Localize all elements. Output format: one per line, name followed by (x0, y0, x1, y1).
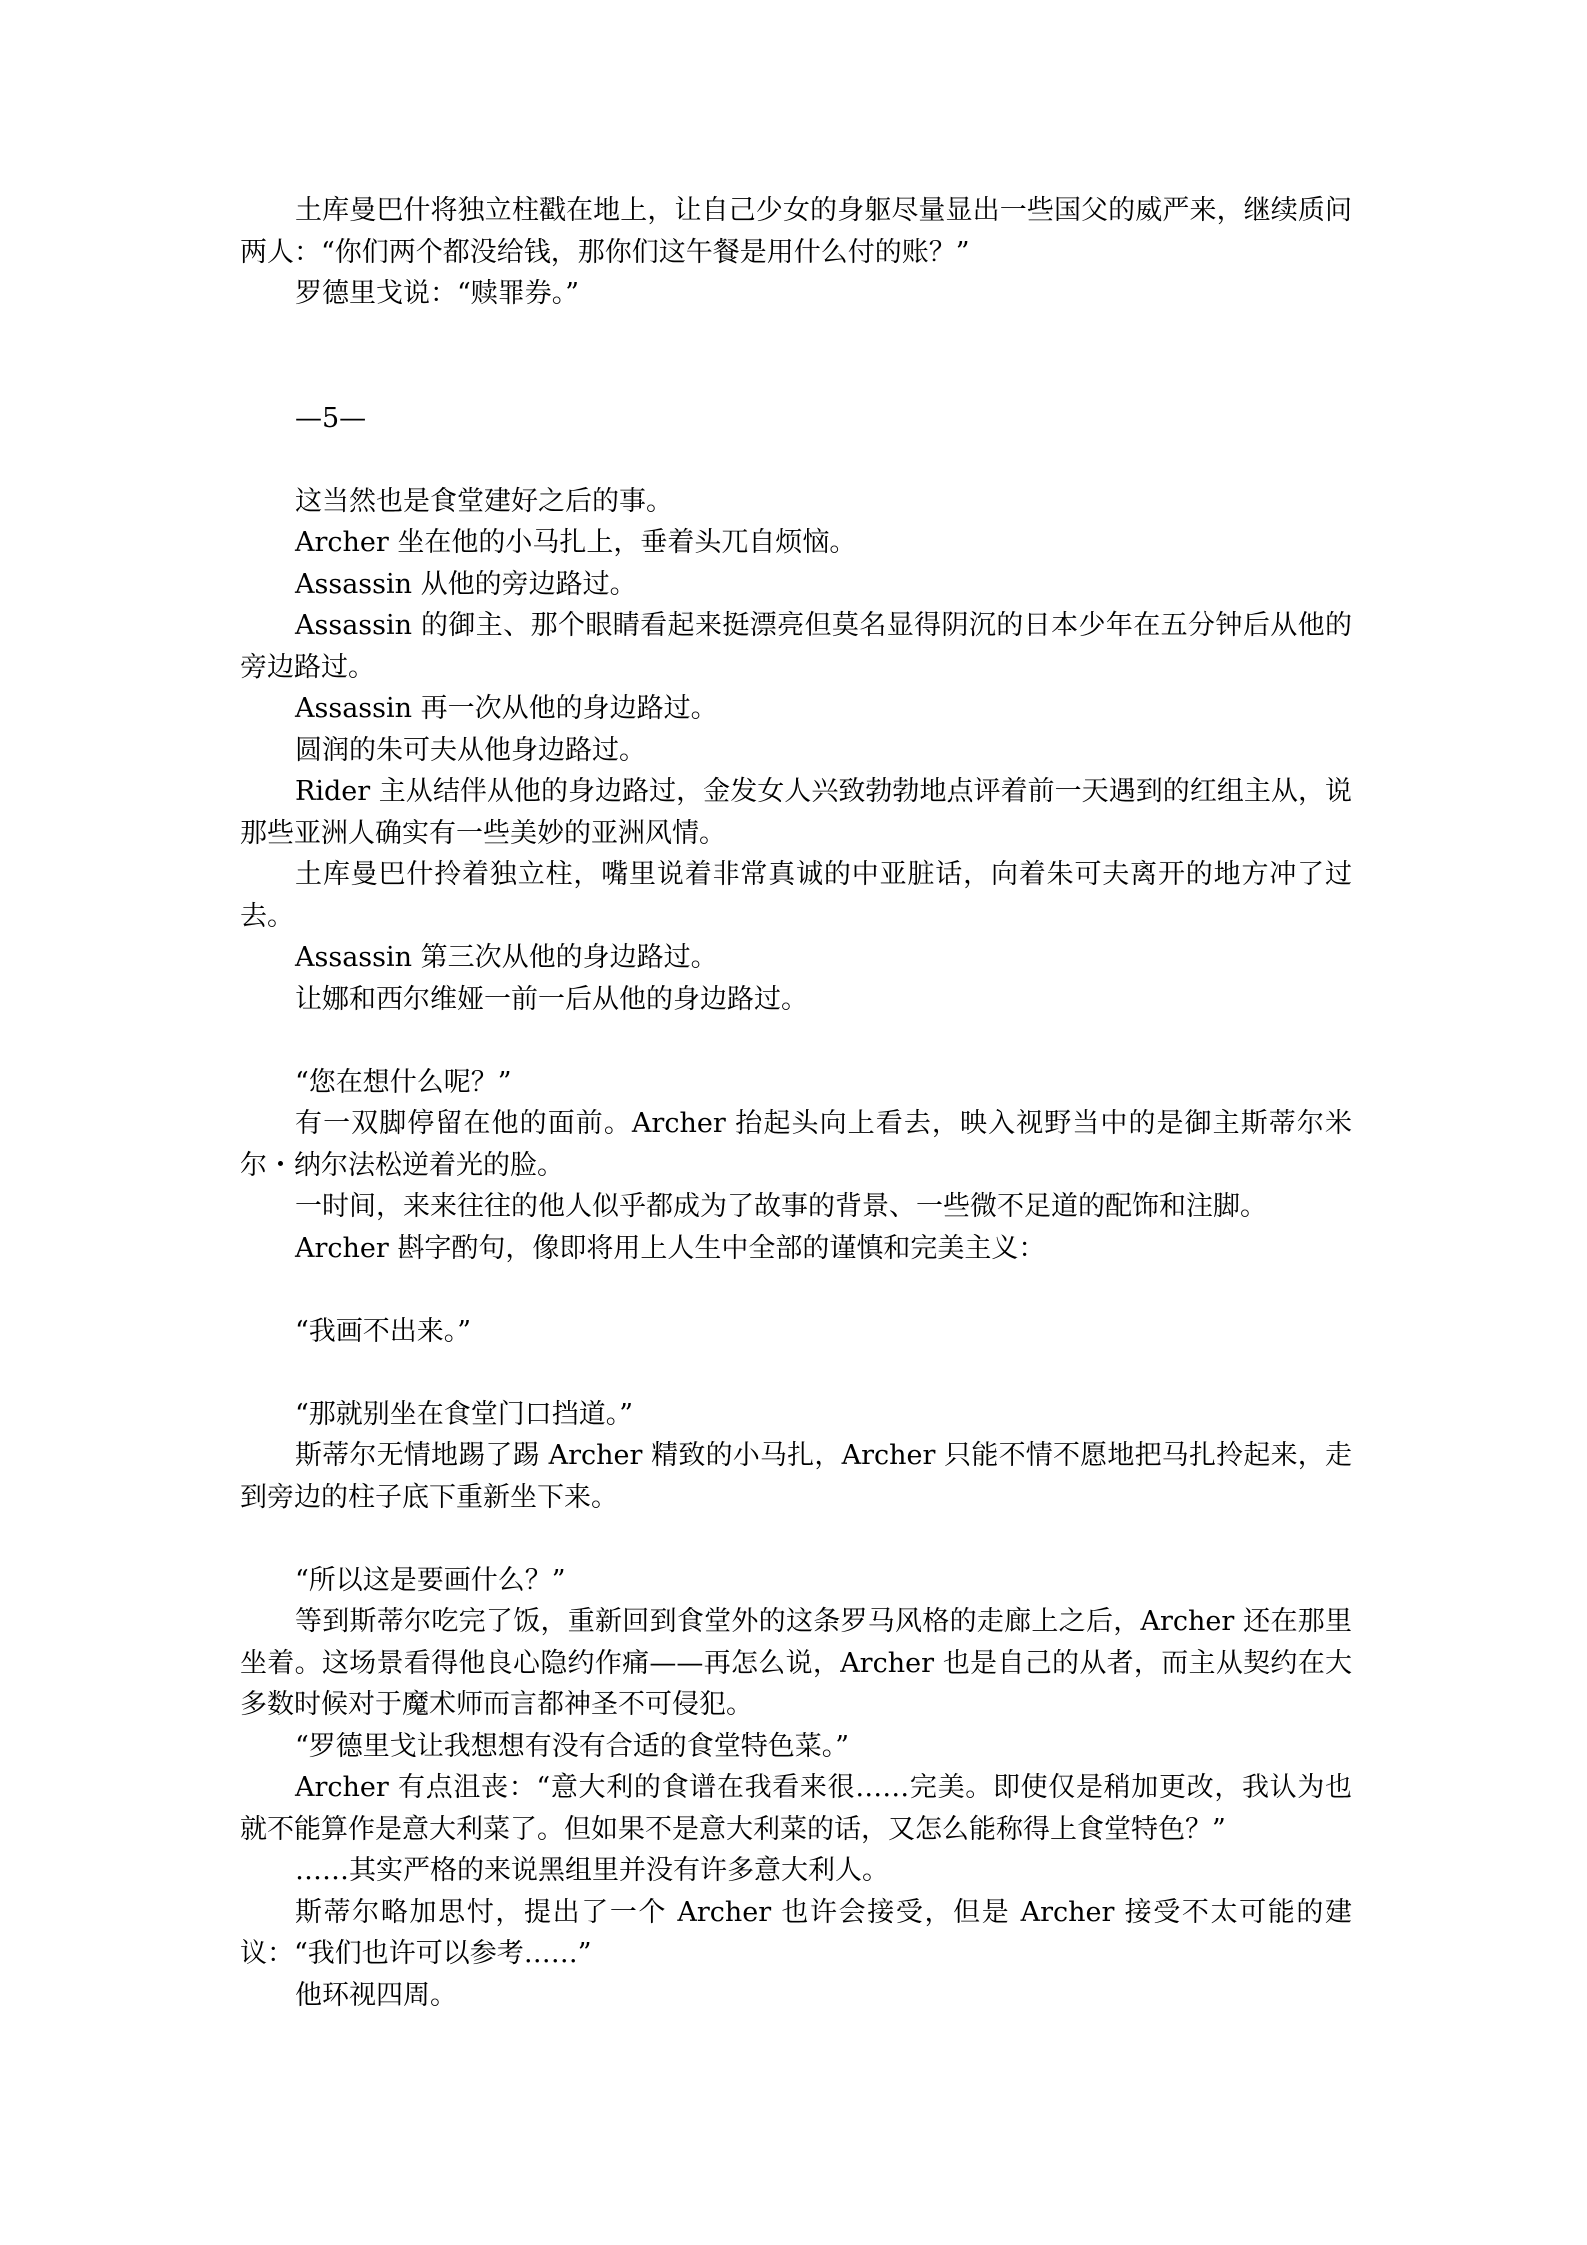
paragraph: 他环视四周。 (295, 1979, 457, 2011)
paragraph: ……其实严格的来说黑组里并没有许多意大利人。 (295, 1855, 889, 1886)
paragraph: “那就别坐在食堂门口挡道。” (295, 1398, 634, 1430)
paragraph: “您在想什么呢？” (295, 1066, 512, 1098)
paragraph: “罗德里戈让我想想有没有合适的食堂特色菜。” (295, 1730, 850, 1762)
paragraph: Archer 有点沮丧：“意大利的食谱在我看来很……完美。即使仅是稍加更改，我认为也就不能算作是意大利菜了。但如果不是意大利菜的话，又怎么能称得上食堂特色？” (240, 1772, 1352, 1845)
document-page (240, 190, 1352, 2016)
paragraph: “我画不出来。” (295, 1315, 472, 1347)
paragraph: Assassin 的御主、那个眼睛看起来挺漂亮但莫名显得阴沉的日本少年在五分钟后从他的旁边路过。 (240, 610, 1352, 683)
paragraph: 斯蒂尔无情地踢了踢 Archer 精致的小马扎，Archer 只能不情不愿地把马扎拎起来，走到旁边的柱子底下重新坐下来。 (240, 1440, 1352, 1513)
paragraph: Rider 主从结伴从他的身边路过，金发女人兴致勃勃地点评着前一天遇到的红组主从，说那些亚洲人确实有一些美妙的亚洲风情。 (240, 776, 1352, 849)
spacer (240, 1352, 1352, 1394)
paragraph: 等到斯蒂尔吃完了饭，重新回到食堂外的这条罗马风格的走廊上之后，Archer 还在那里坐着。这场景看得他良心隐约作痛——再怎么说，Archer 也是自己的从者，而主从契约在大多数时候对于魔术师而言都神圣不可侵犯。 (240, 1606, 1352, 1720)
paragraph: 圆润的朱可夫从他身边路过。 (295, 734, 646, 766)
paragraph: 一时间，来来往往的他人似乎都成为了故事的背景、一些微不足道的配饰和注脚。 (295, 1191, 1267, 1222)
paragraph: Archer 斟字酌句，像即将用上人生中全部的谨慎和完美主义： (295, 1232, 1046, 1264)
paragraph: Archer 坐在他的小马扎上，垂着头兀自烦恼。 (295, 527, 857, 558)
paragraph: 土库曼巴什拎着独立柱，嘴里说着非常真诚的中亚脏话，向着朱可夫离开的地方冲了过去。 (240, 859, 1352, 932)
spacer (240, 315, 1352, 398)
paragraph: 土库曼巴什将独立柱戳在地上，让自己少女的身躯尽量显出一些国父的威严来，继续质问两人：“你们两个都没给钱，那你们这午餐是用什么付的账？” (240, 195, 1352, 268)
paragraph: Assassin 第三次从他的身边路过。 (295, 942, 718, 973)
section-heading: —5— (295, 402, 367, 434)
paragraph: Assassin 再一次从他的身边路过。 (295, 693, 718, 724)
paragraph: 这当然也是食堂建好之后的事。 (295, 485, 673, 517)
spacer (240, 1518, 1352, 1560)
paragraph: 罗德里戈说：“赎罪券。” (295, 278, 580, 309)
spacer (240, 439, 1352, 481)
paragraph: 有一双脚停留在他的面前。Archer 抬起头向上看去，映入视野当中的是御主斯蒂尔米尔・纳尔法松逆着光的脸。 (240, 1108, 1352, 1181)
spacer (240, 1269, 1352, 1311)
spacer (240, 1020, 1352, 1062)
paragraph: 让娜和西尔维娅一前一后从他的身边路过。 (295, 983, 808, 1015)
paragraph: 斯蒂尔略加思忖，提出了一个 Archer 也许会接受，但是 Archer 接受不太可能的建议：“我们也许可以参考……” (240, 1896, 1352, 1969)
paragraph: “所以这是要画什么？” (295, 1564, 566, 1596)
paragraph: Assassin 从他的旁边路过。 (295, 568, 637, 600)
